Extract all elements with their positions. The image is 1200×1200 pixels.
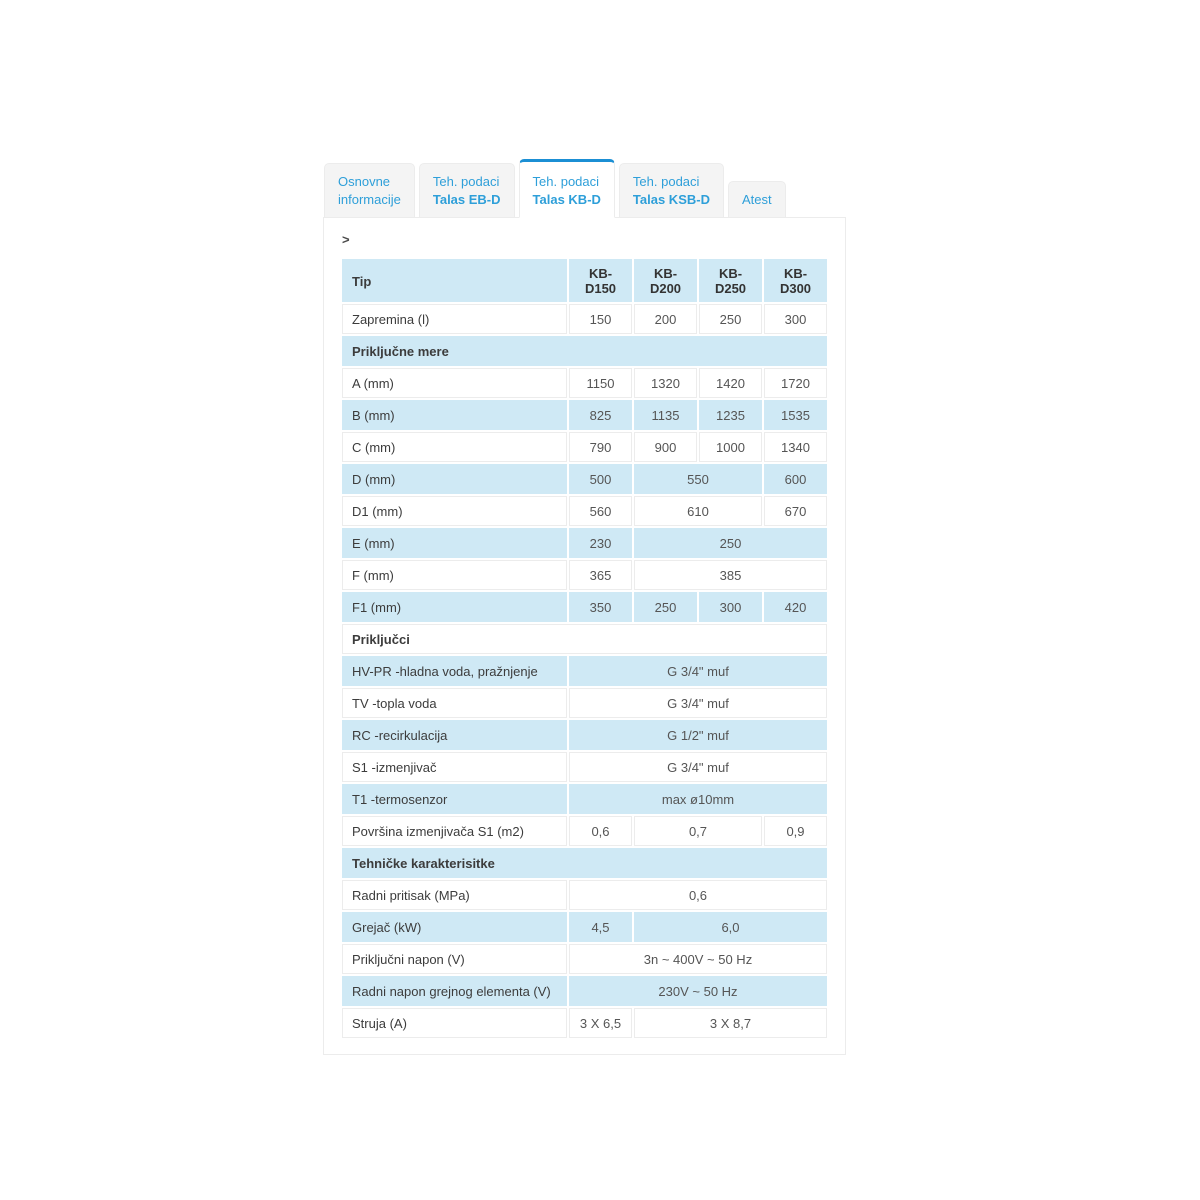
- cell-value: 385: [634, 560, 827, 590]
- spec-table-body: [342, 259, 827, 1038]
- section-label: Priključci: [342, 624, 827, 654]
- row-label: C (mm): [342, 432, 567, 462]
- row-label: T1 -termosenzor: [342, 784, 567, 814]
- tab-label-line1: Teh. podaci: [432, 174, 500, 189]
- table-row: [342, 560, 827, 590]
- header-row: [342, 259, 827, 302]
- cell-value: 1000: [699, 432, 762, 462]
- row-label: Površina izmenjivača S1 (m2): [342, 816, 567, 846]
- cell-value: 150: [569, 304, 632, 334]
- table-row: [342, 400, 827, 430]
- cell-value: G 3/4" muf: [569, 688, 827, 718]
- cell-value: 1535: [764, 400, 827, 430]
- row-label: Tip: [342, 259, 567, 302]
- row-label: HV-PR -hladna voda, pražnjenje: [342, 656, 567, 686]
- table-row: [342, 432, 827, 462]
- tab-label-line1: Teh. podaci: [632, 174, 700, 189]
- section-label: Priključne mere: [342, 336, 827, 366]
- tab-atest[interactable]: [728, 181, 786, 217]
- tab-teh-podaci-talas-eb-d[interactable]: [419, 163, 515, 217]
- cell-value: 3 X 8,7: [634, 1008, 827, 1038]
- cell-value: 300: [764, 304, 827, 334]
- cell-value: 350: [569, 592, 632, 622]
- tab-teh-podaci-talas-ksb-d[interactable]: [619, 163, 724, 217]
- row-label: TV -topla voda: [342, 688, 567, 718]
- cell-value: 1320: [634, 368, 697, 398]
- table-row: [342, 1008, 827, 1038]
- product-specs-widget: [323, 159, 846, 1055]
- cell-value: G 3/4" muf: [569, 656, 827, 686]
- cell-value: G 3/4" muf: [569, 752, 827, 782]
- cell-value: 230: [569, 528, 632, 558]
- table-row: [342, 752, 827, 782]
- cell-value: 6,0: [634, 912, 827, 942]
- row-label: Priključni napon (V): [342, 944, 567, 974]
- row-label: Grejač (kW): [342, 912, 567, 942]
- cell-value: 3 X 6,5: [569, 1008, 632, 1038]
- cell-value: max ø10mm: [569, 784, 827, 814]
- table-row: [342, 880, 827, 910]
- column-header: KB-D300: [764, 259, 827, 302]
- table-row: [342, 528, 827, 558]
- table-row: [342, 688, 827, 718]
- cell-value: 300: [699, 592, 762, 622]
- cell-value: 790: [569, 432, 632, 462]
- cell-value: 1720: [764, 368, 827, 398]
- cell-value: 3n ~ 400V ~ 50 Hz: [569, 944, 827, 974]
- tab-label-line2: Talas KB-D: [532, 192, 601, 207]
- table-row: [342, 912, 827, 942]
- tab-label-line1: Osnovne: [338, 174, 391, 189]
- table-row: [342, 816, 827, 846]
- cell-value: 560: [569, 496, 632, 526]
- cell-value: 825: [569, 400, 632, 430]
- cell-value: 900: [634, 432, 697, 462]
- table-row: [342, 304, 827, 334]
- cell-value: 0,6: [569, 880, 827, 910]
- tab-teh-podaci-talas-kb-d[interactable]: [519, 159, 615, 218]
- table-row: [342, 368, 827, 398]
- row-label: Radni pritisak (MPa): [342, 880, 567, 910]
- row-label: Struja (A): [342, 1008, 567, 1038]
- tab-label-line2: Talas EB-D: [432, 192, 501, 207]
- cell-value: 250: [699, 304, 762, 334]
- column-header: KB-D150: [569, 259, 632, 302]
- tab-label-line1: Atest: [741, 192, 772, 207]
- section-row: [342, 624, 827, 654]
- cell-value: 1135: [634, 400, 697, 430]
- spec-table: [340, 257, 829, 1040]
- cell-value: 250: [634, 528, 827, 558]
- tab-label-line2: informacije: [338, 192, 401, 207]
- cell-value: 200: [634, 304, 697, 334]
- cell-value: 1150: [569, 368, 632, 398]
- row-label: B (mm): [342, 400, 567, 430]
- column-header: KB-D250: [699, 259, 762, 302]
- table-row: [342, 784, 827, 814]
- table-row: [342, 496, 827, 526]
- breadcrumb-chevron: >: [342, 232, 350, 247]
- row-label: F1 (mm): [342, 592, 567, 622]
- cell-value: 0,7: [634, 816, 762, 846]
- cell-value: 4,5: [569, 912, 632, 942]
- section-label: Tehničke karakterisitke: [342, 848, 827, 878]
- row-label: Zapremina (l): [342, 304, 567, 334]
- table-row: [342, 720, 827, 750]
- table-row: [342, 464, 827, 494]
- cell-value: 365: [569, 560, 632, 590]
- tab-label-line1: Teh. podaci: [532, 174, 600, 189]
- row-label: E (mm): [342, 528, 567, 558]
- tab-content-panel: [323, 217, 846, 1055]
- cell-value: 670: [764, 496, 827, 526]
- row-label: RC -recirkulacija: [342, 720, 567, 750]
- cell-value: 0,6: [569, 816, 632, 846]
- column-header: KB-D200: [634, 259, 697, 302]
- cell-value: 610: [634, 496, 762, 526]
- tab-osnovne-informacije[interactable]: [324, 163, 415, 217]
- cell-value: 600: [764, 464, 827, 494]
- row-label: Radni napon grejnog elementa (V): [342, 976, 567, 1006]
- section-row: [342, 336, 827, 366]
- row-label: D (mm): [342, 464, 567, 494]
- cell-value: 1420: [699, 368, 762, 398]
- table-row: [342, 944, 827, 974]
- tab-label-line2: Talas KSB-D: [632, 192, 710, 207]
- row-label: S1 -izmenjivač: [342, 752, 567, 782]
- cell-value: 0,9: [764, 816, 827, 846]
- cell-value: 500: [569, 464, 632, 494]
- table-row: [342, 976, 827, 1006]
- tab-bar: [324, 159, 846, 217]
- cell-value: 420: [764, 592, 827, 622]
- cell-value: 550: [634, 464, 762, 494]
- table-row: [342, 656, 827, 686]
- row-label: D1 (mm): [342, 496, 567, 526]
- cell-value: 230V ~ 50 Hz: [569, 976, 827, 1006]
- cell-value: 250: [634, 592, 697, 622]
- cell-value: 1340: [764, 432, 827, 462]
- cell-value: G 1/2" muf: [569, 720, 827, 750]
- table-row: [342, 592, 827, 622]
- cell-value: 1235: [699, 400, 762, 430]
- section-row: [342, 848, 827, 878]
- row-label: F (mm): [342, 560, 567, 590]
- row-label: A (mm): [342, 368, 567, 398]
